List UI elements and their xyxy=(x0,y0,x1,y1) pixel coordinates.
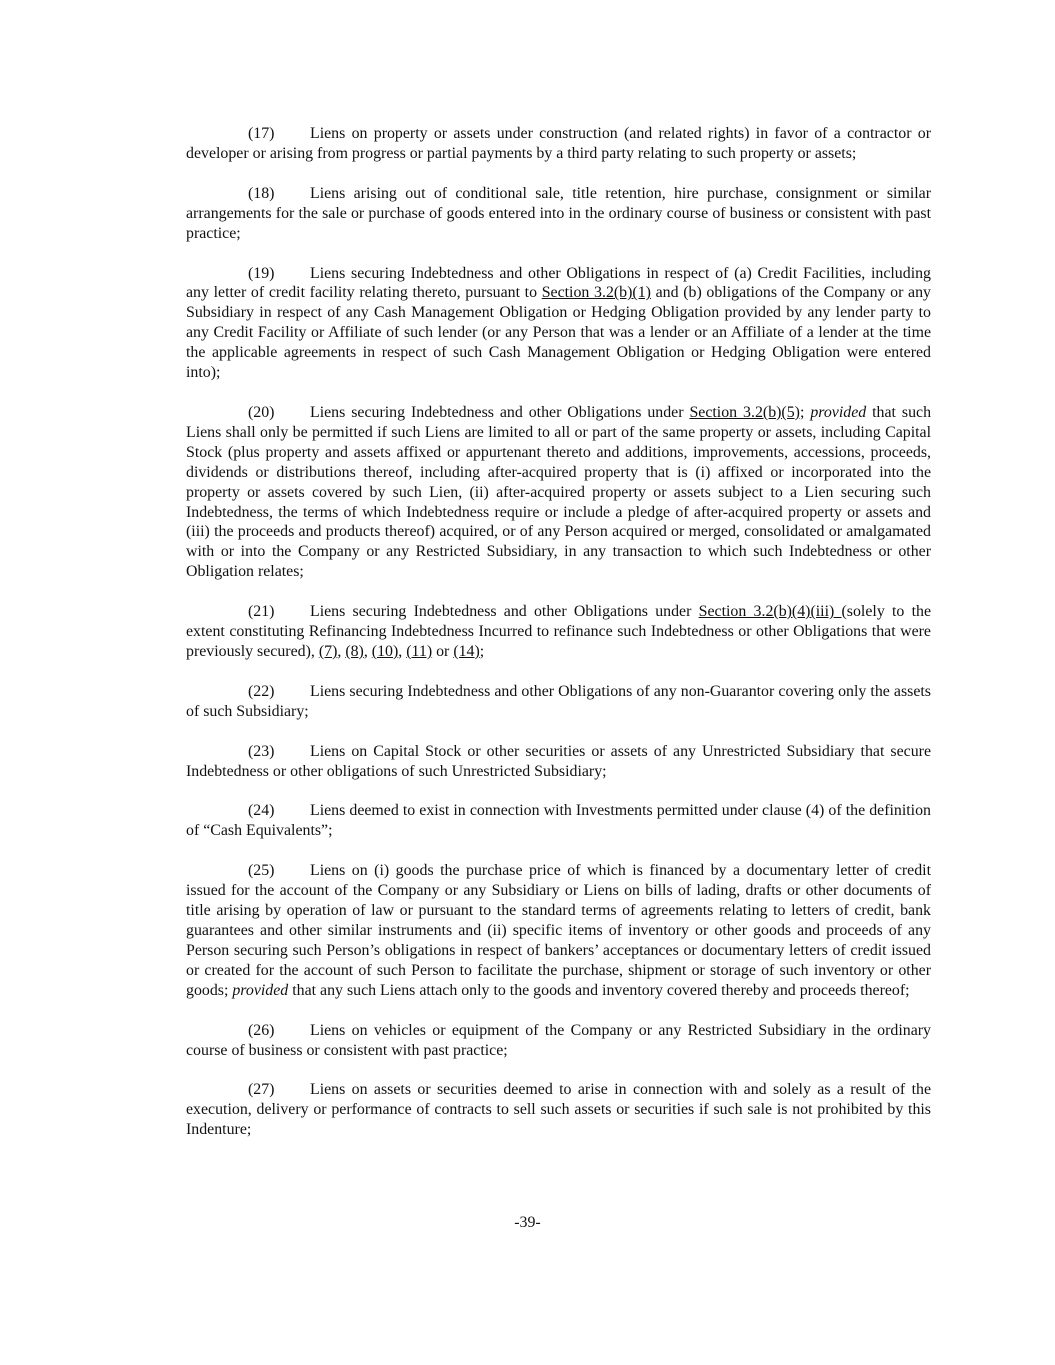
separator: , xyxy=(363,642,372,660)
clause-number: (23) xyxy=(248,742,275,760)
clause-text: Liens on assets or securities deemed to arise in connection with and solely as a result of the execution, delivery or performance of contracts to sell such assets or securities if such sale is not prohibited by this Indenture; xyxy=(186,1081,931,1139)
clause-text: that such Liens shall only be permitted if such Liens are limited to all or part of the same property or assets, including Capital Stock (plus property and assets affixed or appurtenant thereto and additions, improvements, accessions, proceeds, dividends or distributions thereof, including after-acquired property that is (i) affixed or incorporated into the property or assets covered by such Lien, (ii) after-acquired property or assets subject to a Lien securing such Indebtedness, the terms of which Indebtedness require or include a pledge of after-acquired property or assets and (iii) the proceeds and products thereof) acquired, or of any Person acquired or merged, consolidated or amalgamated with or into the Company or any Restricted Subsidiary, in any transaction to which such Indebtedness or other Obligation relates; xyxy=(186,403,932,581)
clause-reference-link[interactable]: (7) xyxy=(318,642,338,660)
clause-number: (21) xyxy=(248,603,275,621)
section-reference-link[interactable]: Section 3.2(b)(4)(iii) xyxy=(698,603,842,621)
clause-23 xyxy=(186,742,931,782)
clause-text: Liens on property or assets under construction (and related rights) in favor of a contractor or developer or arising from progress or partial payments by a third party relating to such property or assets; xyxy=(186,125,931,162)
clause-reference-link[interactable]: (11) xyxy=(406,642,433,660)
clause-26 xyxy=(186,1021,931,1061)
clause-18 xyxy=(186,184,931,244)
clause-text: Liens arising out of conditional sale, title retention, hire purchase, consignment or similar arrangements for the sale or purchase of goods entered into in the ordinary course of business or consistent with past practice; xyxy=(186,184,931,242)
separator: ; xyxy=(479,642,485,660)
separator: , xyxy=(398,642,407,660)
clause-number: (25) xyxy=(248,862,275,880)
clause-number: (26) xyxy=(248,1021,275,1039)
clause-number: (20) xyxy=(248,403,275,421)
clause-text: Liens on (i) goods the purchase price of which is financed by a documentary letter of credit issued for the account of the Company or any Subsidiary or Liens on bills of lading, drafts or other documents of title arising by operation of law or pursuant to the standard terms of agreements relating to letters of credit, bank guarantees and other similar instruments and (ii) specific items of inventory or other goods and proceeds of any Person securing such Person’s obligations in respect of bankers’ acceptances or documentary letters of credit issued or created for the account of such Person to facilitate the purchase, shipment or storage of such inventory or other goods; xyxy=(186,862,931,999)
clause-21 xyxy=(186,602,931,662)
clause-text: Liens securing Indebtedness and other Obligations in respect of (a) Credit Facilities, including any letter of credit facility relating thereto, pursuant to xyxy=(186,264,931,302)
clause-number: (18) xyxy=(248,184,275,202)
section-reference-link[interactable]: Section 3.2(b)(1) xyxy=(541,284,651,302)
provided-term: provided xyxy=(810,403,867,421)
clause-20 xyxy=(186,403,931,582)
clause-reference-link[interactable]: (8) xyxy=(345,642,364,660)
clause-text: Liens securing Indebtedness and other Obligations under xyxy=(310,403,690,421)
section-reference-link[interactable]: Section 3.2(b)(5) xyxy=(689,403,800,421)
clause-25 xyxy=(186,861,931,1000)
clause-number: (19) xyxy=(248,264,275,282)
clause-text: ; xyxy=(799,403,811,421)
clause-text: Liens on Capital Stock or other securities or assets of any Unrestricted Subsidiary that secure Indebtedness or other obligations of such Unrestricted Subsidiary; xyxy=(186,742,931,780)
clause-number: (17) xyxy=(248,125,275,142)
separator: or xyxy=(432,642,454,660)
clause-19 xyxy=(186,264,931,383)
clause-22 xyxy=(186,682,931,722)
separator: , xyxy=(337,642,346,660)
clause-number: (24) xyxy=(248,802,275,820)
clause-text: (solely to the extent constituting Refinancing Indebtedness Incurred to refinance such Indebtedness or other Obligations that were previously secured), xyxy=(186,603,931,660)
clause-text: that any such Liens attach only to the goods and inventory covered thereby and proceeds thereof; xyxy=(288,981,910,999)
clause-text: Liens on vehicles or equipment of the Company or any Restricted Subsidiary in the ordinary course of business or consistent with past practice; xyxy=(186,1021,931,1059)
clause-17 xyxy=(186,124,931,164)
clause-text: and (b) obligations of the Company or any Subsidiary in respect of any Cash Management Obligation or Hedging Obligation provided by any lender party to any Credit Facility or Affiliate of such lender (or any Person that was a lender or an Affiliate of a lender at the time the applicable agreements in respect of such Cash Management Obligation or Hedging Obligation were entered into); xyxy=(186,284,931,382)
document-body xyxy=(186,124,931,1160)
clause-reference-link[interactable]: (10) xyxy=(371,642,399,660)
clause-24 xyxy=(186,801,931,841)
provided-term: provided xyxy=(232,981,289,999)
clause-number: (22) xyxy=(248,682,275,700)
page-number: -39- xyxy=(514,1214,541,1231)
clause-number: (27) xyxy=(248,1081,275,1099)
clause-reference-link[interactable]: (14) xyxy=(453,642,480,660)
clause-text: Liens securing Indebtedness and other Obligations under xyxy=(310,603,699,621)
clause-text: Liens deemed to exist in connection with Investments permitted under clause (4) of the definition of “Cash Equivalents”; xyxy=(186,802,931,840)
clause-text: Liens securing Indebtedness and other Obligations of any non-Guarantor covering only the assets of such Subsidiary; xyxy=(186,682,931,720)
clause-27 xyxy=(186,1080,931,1140)
